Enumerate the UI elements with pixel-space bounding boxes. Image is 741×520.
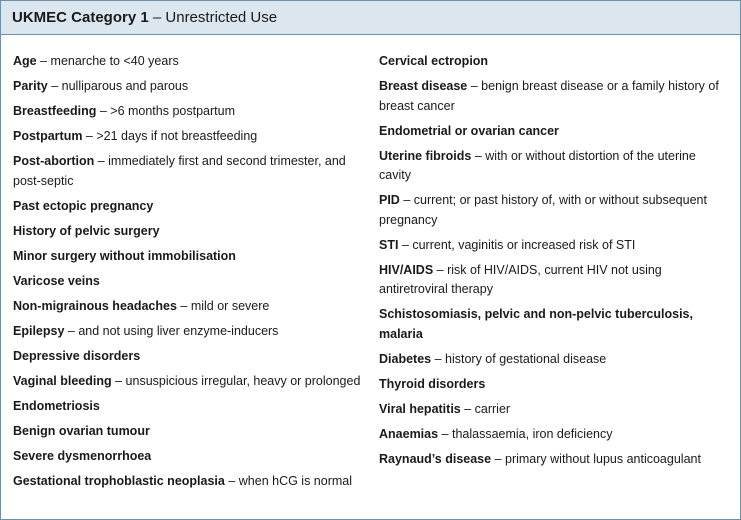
- condition-entry: [13, 222, 365, 242]
- condition-title: PID: [379, 193, 400, 207]
- condition-entry: [13, 447, 365, 467]
- condition-entry: [379, 375, 731, 395]
- condition-entry: [13, 347, 365, 367]
- condition-detail: – current, vaginitis or increased risk of STI: [398, 238, 635, 252]
- condition-detail: – thalassaemia, iron deficiency: [438, 427, 612, 441]
- condition-title: Minor surgery without immobilisation: [13, 248, 236, 263]
- condition-detail: – mild or severe: [177, 299, 269, 313]
- condition-title: Post-abortion: [13, 154, 95, 168]
- table-header: [1, 1, 740, 35]
- condition-title: Breast disease: [379, 79, 468, 93]
- category-title: UKMEC Category 1: [12, 9, 149, 26]
- condition-title: Epilepsy: [13, 323, 65, 338]
- right-column: [379, 52, 731, 475]
- condition-title: Parity: [13, 79, 48, 93]
- condition-detail: – history of gestational disease: [431, 352, 606, 366]
- condition-entry: [13, 247, 365, 267]
- condition-detail: – when hCG is normal: [225, 474, 352, 488]
- condition-title: Depressive disorders: [13, 348, 141, 363]
- condition-title: Raynaud’s disease: [379, 451, 492, 466]
- condition-title: HIV/AIDS: [379, 262, 434, 277]
- condition-title: Benign ovarian tumour: [13, 423, 150, 438]
- condition-entry: [13, 52, 365, 72]
- condition-detail: – with or without distortion of the uterine cavity: [379, 149, 696, 183]
- condition-title: Vaginal bleeding: [13, 373, 112, 388]
- condition-title: Varicose veins: [13, 273, 100, 288]
- condition-entry: [379, 236, 731, 256]
- condition-title: Uterine fibroids: [379, 148, 472, 163]
- condition-title: History of pelvic surgery: [13, 223, 160, 238]
- condition-detail: – menarche to <40 years: [37, 54, 179, 68]
- condition-title: Severe dysmenorrhoea: [13, 448, 152, 463]
- condition-entry: [13, 152, 365, 191]
- condition-title: Breastfeeding: [13, 104, 97, 118]
- category-subtitle: Unrestricted Use: [165, 9, 278, 26]
- condition-title: Endometrial or ovarian cancer: [379, 123, 559, 138]
- condition-entry: [13, 297, 365, 317]
- condition-entry: [13, 397, 365, 417]
- condition-title: Thyroid disorders: [379, 376, 486, 391]
- condition-title: Gestational trophoblastic neoplasia: [13, 473, 225, 488]
- condition-detail: – risk of HIV/AIDS, current HIV not using antiretroviral therapy: [379, 263, 662, 297]
- condition-title: Viral hepatitis: [379, 401, 461, 416]
- condition-title: Anaemias: [379, 426, 439, 441]
- condition-entry: [379, 305, 731, 344]
- condition-entry: [379, 261, 731, 300]
- condition-entry: [379, 350, 731, 370]
- left-column: [13, 52, 365, 497]
- condition-detail: – benign breast disease or a family history of breast cancer: [379, 79, 719, 113]
- condition-title: Postpartum: [13, 129, 83, 143]
- condition-title: Past ectopic pregnancy: [13, 198, 154, 213]
- condition-detail: – carrier: [461, 402, 510, 416]
- condition-detail: – >6 months postpartum: [96, 104, 235, 118]
- condition-title: Non-migrainous headaches: [13, 298, 177, 313]
- condition-entry: [379, 191, 731, 230]
- condition-title: Age: [13, 54, 37, 68]
- condition-entry: [13, 372, 365, 392]
- header-separator: –: [148, 9, 166, 26]
- condition-detail: – and not using liver enzyme-inducers: [64, 324, 278, 338]
- condition-title: Cervical ectropion: [379, 54, 489, 68]
- condition-entry: [13, 472, 365, 492]
- condition-entry: [379, 77, 731, 116]
- condition-title: STI: [379, 237, 399, 252]
- condition-entry: [379, 425, 731, 445]
- condition-title: Endometriosis: [13, 398, 100, 413]
- condition-entry: [13, 102, 365, 122]
- condition-entry: [379, 52, 731, 72]
- condition-title: Diabetes: [379, 351, 432, 366]
- condition-title: Schistosomiasis, pelvic and non-pelvic tuberculosis, malaria: [379, 307, 693, 341]
- condition-entry: [13, 322, 365, 342]
- condition-detail: – unsuspicious irregular, heavy or prolonged: [112, 374, 361, 388]
- condition-entry: [379, 122, 731, 142]
- condition-entry: [13, 272, 365, 292]
- condition-detail: – immediately first and second trimester, and post-septic: [13, 154, 346, 188]
- condition-entry: [379, 450, 731, 470]
- condition-entry: [379, 147, 731, 186]
- condition-detail: – current; or past history of, with or without subsequent pregnancy: [379, 193, 707, 227]
- condition-entry: [379, 400, 731, 420]
- condition-entry: [13, 197, 365, 217]
- condition-entry: [13, 127, 365, 147]
- condition-entry: [13, 77, 365, 97]
- condition-entry: [13, 422, 365, 442]
- condition-detail: – primary without lupus anticoagulant: [491, 452, 701, 466]
- condition-detail: – nulliparous and parous: [48, 79, 188, 93]
- condition-detail: – >21 days if not breastfeeding: [82, 129, 257, 143]
